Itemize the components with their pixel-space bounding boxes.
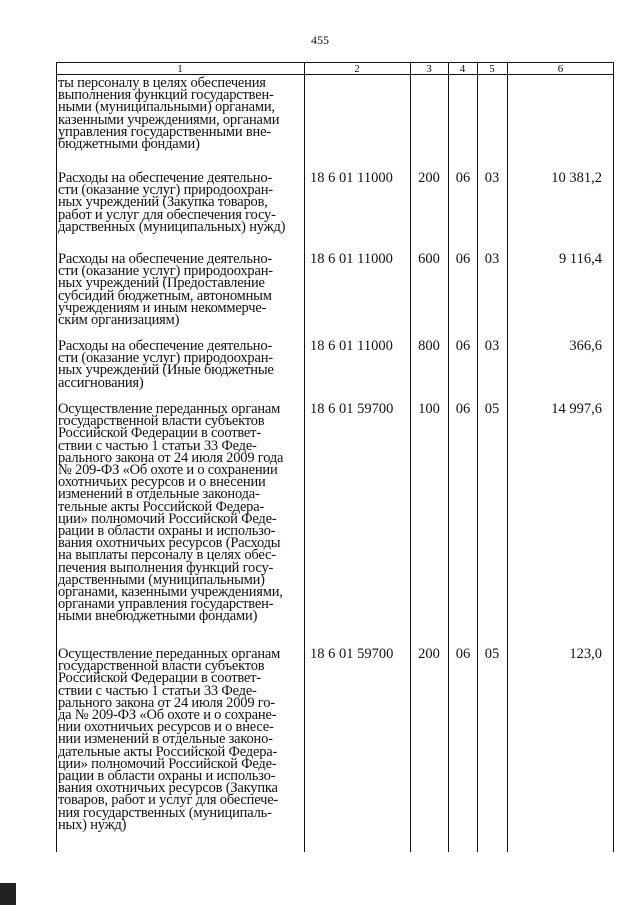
row-description bbox=[58, 172, 300, 233]
description-line: ных) нужд) bbox=[58, 816, 127, 833]
description-line: сти (оказание услуг) природоохран- bbox=[58, 182, 273, 199]
target-code: 18 6 01 11000 bbox=[310, 338, 393, 354]
description-line: Осуществление переданных органам bbox=[58, 646, 281, 662]
description-line: Осуществление переданных органам bbox=[58, 401, 281, 417]
scan-artifact bbox=[0, 883, 16, 905]
description-line: ции» полномочий Российской Феде- bbox=[58, 510, 277, 527]
description-line: ствии с частью 1 статьи 33 Феде- bbox=[58, 682, 257, 699]
row-description bbox=[58, 340, 300, 389]
description-line: ассигнования) bbox=[58, 374, 144, 391]
description-line: сти (оказание услуг) природоохран- bbox=[58, 350, 273, 367]
amount: 123,0 bbox=[569, 646, 602, 662]
target-code: 18 6 01 11000 bbox=[310, 170, 393, 186]
header-col-5: 5 bbox=[489, 63, 495, 75]
description-line: на выплаты персоналу в целях обес- bbox=[58, 547, 276, 564]
description-line: № 209-ФЗ «Об охоте и о сохранении bbox=[58, 462, 278, 479]
expense-type-code: 600 bbox=[418, 251, 440, 267]
description-line: учреждениям и иным некоммерче- bbox=[58, 299, 267, 316]
description-line: сти (оказание услуг) природоохран- bbox=[58, 263, 273, 280]
description-line: казенными учреждениями, органами bbox=[58, 111, 280, 128]
table-header-row bbox=[56, 62, 614, 75]
page-number: 455 bbox=[311, 33, 329, 47]
row-description bbox=[58, 251, 300, 329]
description-line: Российской Федерации в соответ- bbox=[58, 670, 261, 687]
description-line: ными внебюджетными фондами) bbox=[58, 608, 258, 625]
description-line: бюджетными фондами) bbox=[58, 136, 200, 153]
column-divider bbox=[410, 62, 411, 852]
description-line: ных учреждений (Предоставление bbox=[58, 275, 265, 292]
description-line: ных учреждений (Иные бюджетные bbox=[58, 362, 274, 379]
subsection-code: 03 bbox=[484, 170, 500, 186]
description-line: Российской Федерации в соответ- bbox=[58, 425, 261, 442]
description-line: Расходы на обеспечение деятельно- bbox=[58, 170, 272, 186]
description-line: нии охотничьих ресурсов и о внесе- bbox=[58, 719, 274, 736]
description-line: работ и услуг для обеспечения госу- bbox=[58, 206, 276, 223]
target-code: 18 6 01 59700 bbox=[310, 646, 394, 662]
target-code: 18 6 01 59700 bbox=[310, 401, 394, 417]
description-line: субсидий бюджетным, автономным bbox=[58, 287, 272, 304]
column-divider bbox=[448, 62, 449, 852]
amount: 14 997,6 bbox=[551, 401, 602, 417]
header-col-4: 4 bbox=[459, 63, 466, 75]
header-col-3: 3 bbox=[426, 63, 432, 75]
section-code: 06 bbox=[455, 251, 471, 267]
column-divider bbox=[56, 62, 57, 852]
description-line: нии изменений в отдельные законо- bbox=[58, 731, 273, 748]
section-code: 06 bbox=[455, 170, 471, 186]
description-line: рального закона от 24 июля 2009 го- bbox=[58, 694, 275, 711]
expense-type-code: 200 bbox=[418, 170, 440, 186]
description-line: да № 209-ФЗ «Об охоте и о сохране- bbox=[58, 707, 277, 724]
column-divider bbox=[304, 62, 305, 852]
description-line: органами, казенными учреждениями, bbox=[58, 584, 283, 601]
description-line: ния государственных (муниципаль- bbox=[58, 804, 272, 821]
description-line: ции» полномочий Российской Феде- bbox=[58, 755, 277, 772]
description-line: тельные акты Российской Федера- bbox=[58, 498, 265, 515]
subsection-code: 05 bbox=[484, 646, 500, 662]
description-line: Расходы на обеспечение деятельно- bbox=[58, 338, 272, 354]
description-line: государственной власти субъектов bbox=[58, 658, 265, 675]
description-line: органами управления государствен- bbox=[58, 596, 274, 613]
description-line: рального закона от 24 июля 2009 года bbox=[58, 449, 284, 466]
description-line: рации в области охраны и использо- bbox=[58, 768, 276, 785]
section-code: 06 bbox=[455, 646, 471, 662]
expense-type-code: 200 bbox=[418, 646, 440, 662]
section-code: 06 bbox=[455, 401, 471, 417]
column-divider bbox=[613, 62, 614, 852]
expense-type-code: 100 bbox=[418, 401, 440, 417]
amount: 9 116,4 bbox=[559, 251, 602, 267]
description-line: ты персоналу в целях обеспечения bbox=[58, 75, 266, 91]
subsection-code: 03 bbox=[484, 251, 500, 267]
description-line: ским организациям) bbox=[58, 312, 180, 329]
row-description bbox=[58, 648, 300, 831]
description-line: печения выполнения функций госу- bbox=[58, 559, 274, 576]
description-line: дарственных (муниципальных) нужд) bbox=[58, 218, 286, 235]
description-line: товаров, работ и услуг для обеспече- bbox=[58, 792, 279, 809]
row-description bbox=[58, 403, 300, 623]
description-line: дательные акты Российской Федера- bbox=[58, 743, 278, 760]
description-line: государственной власти субъектов bbox=[58, 413, 265, 430]
expense-type-code: 800 bbox=[418, 338, 440, 354]
description-line: охотничьих ресурсов и о внесении bbox=[58, 474, 266, 491]
amount: 10 381,2 bbox=[551, 170, 602, 186]
row-description bbox=[58, 75, 300, 153]
description-line: ных учреждений (Закупка товаров, bbox=[58, 194, 268, 211]
section-code: 06 bbox=[455, 338, 471, 354]
header-col-6: 6 bbox=[557, 63, 564, 75]
description-line: рации в области охраны и использо- bbox=[58, 523, 276, 540]
budget-table bbox=[56, 62, 614, 852]
description-line: вания охотничьих ресурсов (Закупка bbox=[58, 780, 278, 797]
header-col-1: 1 bbox=[177, 63, 183, 75]
subsection-code: 03 bbox=[484, 338, 500, 354]
subsection-code: 05 bbox=[484, 401, 500, 417]
amount: 366,6 bbox=[569, 338, 602, 354]
target-code: 18 6 01 11000 bbox=[310, 251, 393, 267]
description-line: дарственными (муниципальными) bbox=[58, 571, 265, 588]
description-line: вания охотничьих ресурсов (Расходы bbox=[58, 535, 281, 552]
description-line: изменений в отдельные законода- bbox=[58, 486, 260, 503]
column-divider bbox=[477, 62, 478, 852]
description-line: Расходы на обеспечение деятельно- bbox=[58, 251, 272, 267]
description-line: ствии с частью 1 статьи 33 Феде- bbox=[58, 437, 257, 454]
header-col-2: 2 bbox=[354, 63, 360, 75]
description-line: ными (муниципальными) органами, bbox=[58, 99, 275, 116]
column-divider bbox=[507, 62, 508, 852]
description-line: выполнения функций государствен- bbox=[58, 87, 274, 104]
description-line: управления государственными вне- bbox=[58, 123, 271, 140]
